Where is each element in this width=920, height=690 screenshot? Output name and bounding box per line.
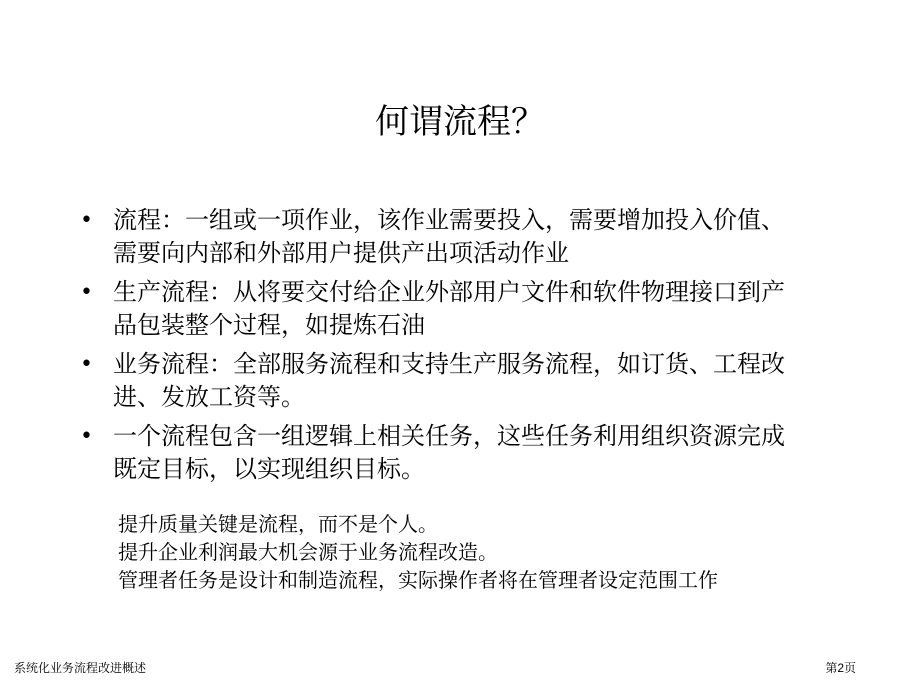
notes-block [118, 510, 878, 594]
bullet-text-line: 业务流程：全部服务流程和支持生产服务流程，如订货、工程改 [113, 350, 785, 378]
bullet-item [78, 276, 858, 342]
bullet-text-line: 一个流程包含一组逻辑上相关任务，这些任务利用组织资源完成 [113, 422, 785, 450]
note-line: 提升企业利润最大机会源于业务流程改造。 [118, 540, 498, 564]
bullet-icon: • [80, 352, 93, 377]
bullet-text-line: 进、发放工资等。 [113, 383, 305, 411]
bullet-text-line: 既定目标，以实现组织目标。 [113, 455, 425, 483]
slide-title: 何谓流程？ [375, 102, 545, 142]
bullet-text-line: 需要向内部和外部用户提供产出项活动作业 [113, 239, 569, 267]
note-line: 管理者任务是设计和制造流程，实际操作者将在管理者设定范围工作 [118, 568, 718, 592]
bullet-icon: • [80, 280, 93, 305]
bullet-text-line: 生产流程：从将要交付给企业外部用户文件和软件物理接口到产 [113, 278, 785, 306]
bullet-item [78, 348, 858, 414]
page-number: 第2页 [825, 661, 856, 675]
bullet-item [78, 204, 858, 270]
bullet-item [78, 420, 858, 486]
bullet-list [78, 204, 858, 492]
bullet-text-line: 品包装整个过程，如提炼石油 [113, 311, 425, 339]
footer-title: 系统化业务流程改进概述 [14, 661, 147, 675]
bullet-icon: • [80, 208, 93, 233]
bullet-text-line: 流程：一组或一项作业，该作业需要投入，需要增加投入价值、 [113, 206, 785, 234]
note-line: 提升质量关键是流程，而不是个人。 [118, 512, 438, 536]
bullet-icon: • [80, 424, 93, 449]
